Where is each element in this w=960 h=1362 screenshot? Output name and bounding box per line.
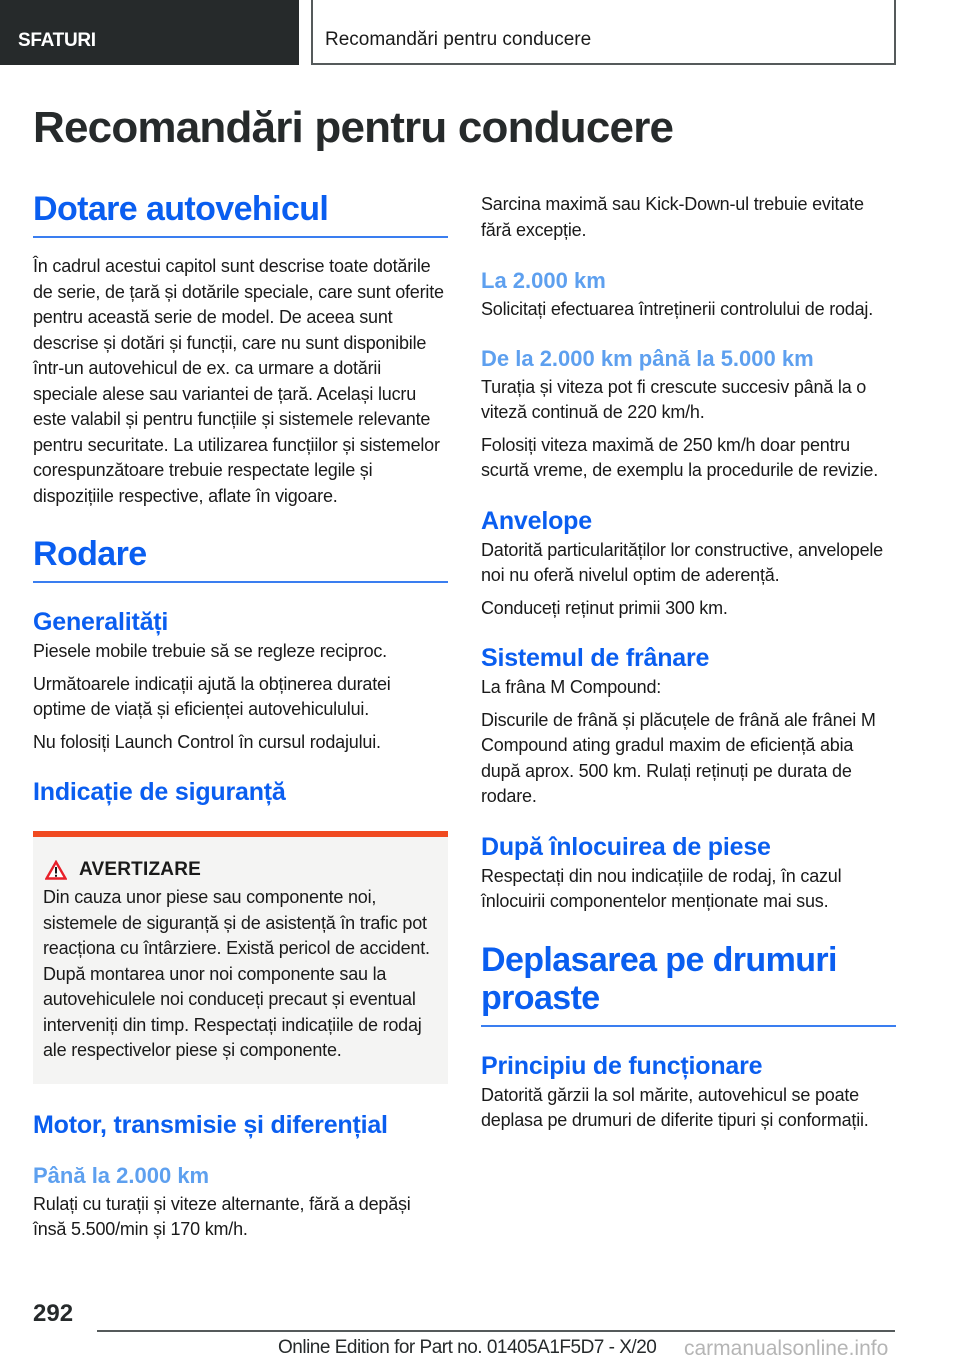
watermark: carmanualsonline.info — [684, 1337, 889, 1360]
heading-inlocuire: După înlocuirea de piese — [481, 832, 771, 861]
heading-la-2000: La 2.000 km — [481, 268, 606, 293]
pana-2000-continued: Sarcina maximă sau Kick-Down-ul trebuie evitate fără excepție. — [481, 194, 864, 240]
anvelope-p1: Datorită particularităților lor constructive, anvelopele noi nu oferă nivelul optim de aderență. — [481, 539, 883, 585]
page-number: 292 — [33, 1300, 74, 1327]
page-title: Recomandări pentru conducere — [33, 103, 674, 152]
la-2000-text: Solicitați efectuarea întreținerii controlului de rodaj. — [481, 299, 874, 319]
heading-de-la-2000: De la 2.000 km până la 5.000 km — [481, 345, 814, 371]
heading-siguranta: Indicație de siguranță — [33, 778, 286, 806]
heading-principiu: Principiu de funcționare — [481, 1051, 763, 1080]
edition-text: Online Edition for Part no. 01405A1F5D7 - X/20 — [278, 1337, 657, 1358]
generalitati-p1: Piesele mobile trebuie să se regleze reciproc. — [33, 641, 387, 661]
left-column — [33, 190, 448, 1243]
warning-header — [45, 859, 430, 881]
anvelope-p2: Conduceți reținut primii 300 km. — [481, 597, 728, 618]
heading-motor: Motor, transmisie și diferențial — [33, 1110, 388, 1139]
section-tab — [0, 0, 299, 65]
franare-p2: Discurile de frână și plăcuțele de frână ale frânei M Compound ating gradul maxim de eficiență abia după aprox. 500 km. Rulați reținuți pe durata de rodare. — [481, 709, 876, 806]
heading-dotare: Dotare autovehicul — [33, 190, 448, 238]
heading-anvelope: Anvelope — [481, 506, 592, 535]
franare-p1: La frâna M Compound: — [481, 677, 662, 697]
principiu-text: Datorită gărzii la sol mărite, autovehicul se poate deplasa pe drumuri de diferite tipuri și conformații. — [481, 1084, 869, 1130]
heading-drumuri-proaste: Deplasarea pe drumuri proaste — [481, 941, 896, 1027]
de-la-2000-p2: Folosiți viteza maximă de 250 km/h doar pentru scurtă vreme, de exemplu la procedurile de revizie. — [481, 434, 878, 480]
heading-rodare: Rodare — [33, 535, 448, 583]
right-column — [481, 192, 896, 1134]
heading-generalitati: Generalități — [33, 608, 169, 636]
generalitati-p3: Nu folosiți Launch Control în cursul rodajului. — [33, 731, 381, 752]
inlocuire-text: Respectați din nou indicațiile de rodaj, în cazul înlocuirii componentelor menționate mai sus. — [481, 865, 842, 911]
heading-franare: Sistemul de frânare — [481, 644, 710, 672]
de-la-2000-p1: Turația și viteza pot fi crescute succesiv până la o viteză continuă de 220 km/h. — [481, 376, 867, 422]
warning-triangle-icon — [45, 860, 67, 880]
footer-divider — [97, 1330, 895, 1332]
dotare-text: În cadrul acestui capitol sunt descrise toate dotările de serie, de țară și dotările speciale, care sunt oferite pentru această serie de model. De aceea sunt descrise și dotări și funcții, care nu sunt disponibile într-un autovehicul de ex. ca urmare a dotării speciale alese sau variantei de țară. Același lucru este valabil și pentru funcțiile și sistemele relevante pentru securitate. La utilizarea funcțiilor și sistemelor corespunzătoare trebuie respectate legile și dispozițiile respective, aflate în vigoare. — [33, 256, 444, 506]
chapter-label: Recomandări pentru conducere — [325, 29, 592, 50]
section-label: SFATURI — [18, 30, 96, 51]
warning-box — [33, 831, 448, 1084]
generalitati-p2: Următoarele indicații ajută la obținerea duratei optime de viață și eficienței autovehiculului. — [33, 673, 391, 719]
chapter-tab — [311, 0, 896, 65]
warning-title: AVERTIZARE — [79, 859, 201, 880]
warning-text: Din cauza unor piese sau componente noi, sistemele de siguranță și de asistență în trafic pot reacționa cu întârziere. Există pericol de accident. După montarea unor noi componente sau la autovehiculele noi conduceți precaut și eventual interveniți din timp. Respectați indicațiile de rodaj ale respectivelor piese și componente. — [43, 887, 430, 1060]
heading-pana-2000: Până la 2.000 km — [33, 1162, 210, 1188]
pana-2000-text: Rulați cu turații și viteze alternante, fără a depăși însă 5.500/min și 170 km/h. — [33, 1193, 411, 1239]
